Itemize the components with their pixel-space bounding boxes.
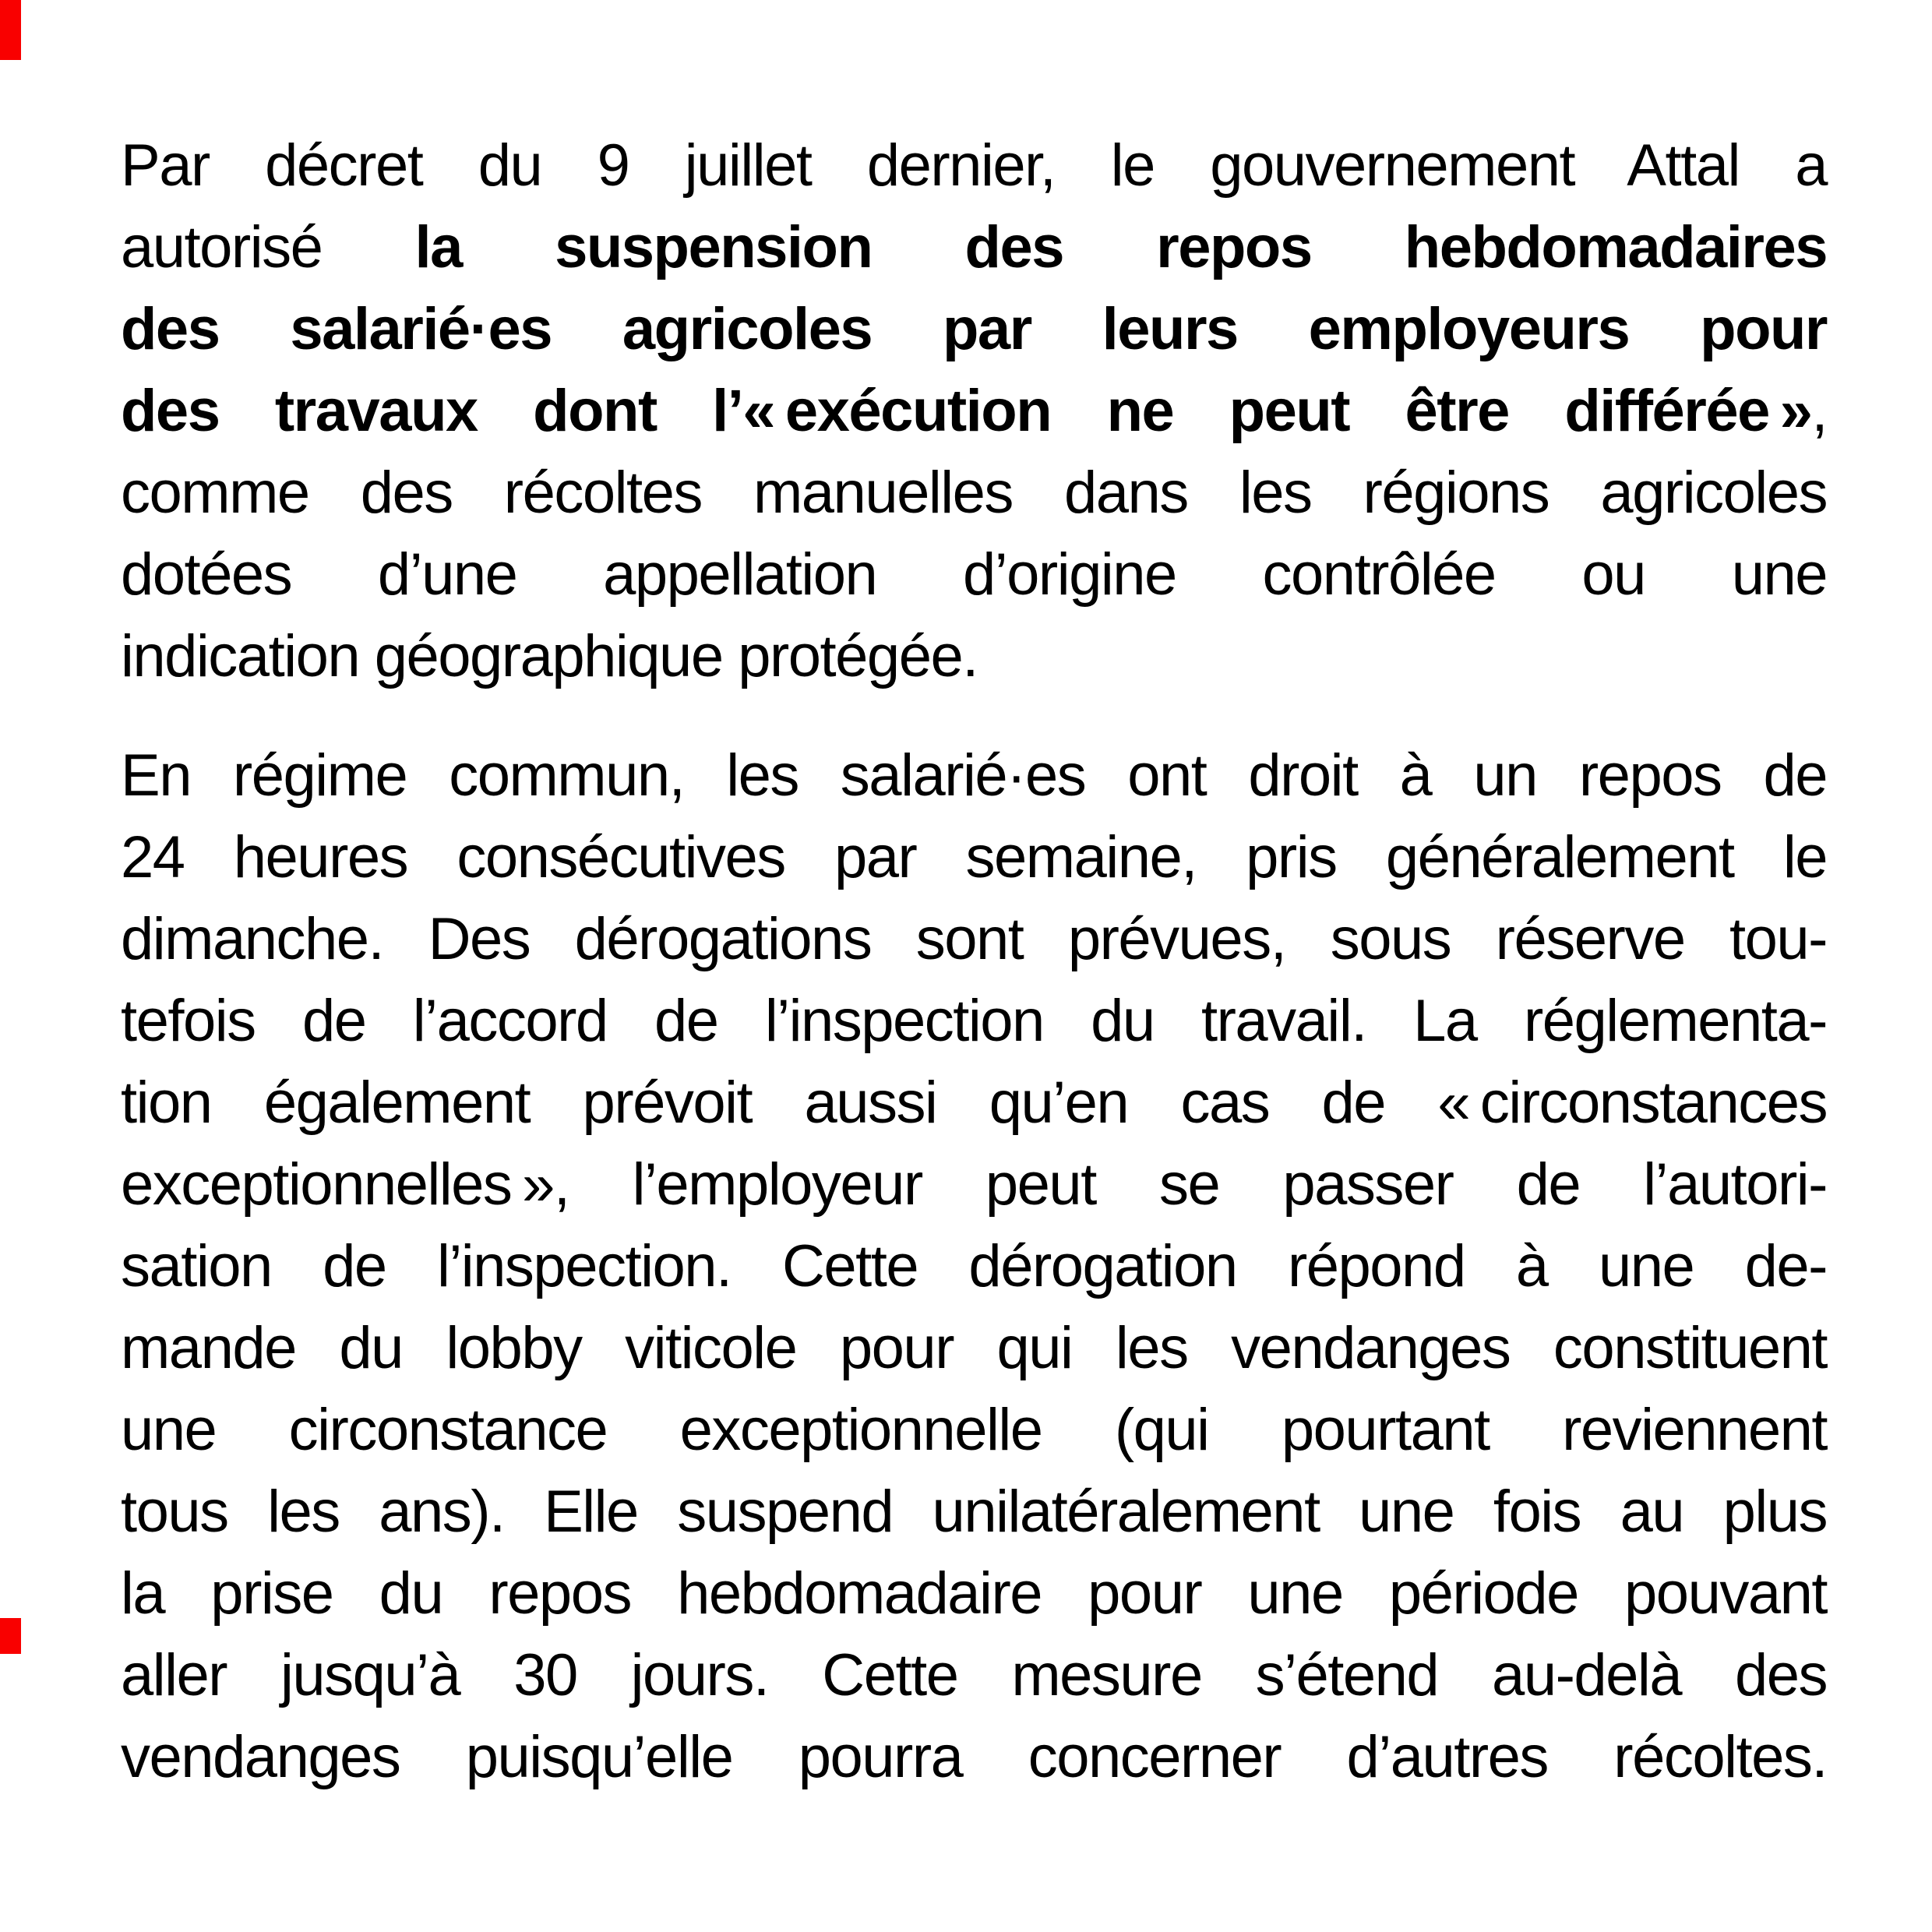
text-line xyxy=(121,1225,1827,1307)
text-line xyxy=(121,206,1827,288)
text-segment: exceptionnelles », l’employeur peut se passer de l’autori- xyxy=(121,1151,1827,1218)
text-segment: dimanche. Des dérogations sont prévues, sous réserve tou- xyxy=(121,906,1827,972)
text-line xyxy=(121,1716,1827,1798)
text-line xyxy=(121,1389,1827,1471)
text-segment: 24 heures consécutives par semaine, pris généralement le xyxy=(121,824,1827,890)
text-line xyxy=(121,370,1827,452)
text-line xyxy=(121,1307,1827,1389)
text-segment: tous les ans). Elle suspend unilatéralement une fois au plus xyxy=(121,1479,1827,1545)
bold-text-segment: des salarié·es agricoles par leurs employeurs pour xyxy=(121,296,1827,362)
bold-text-segment: la suspension des repos hebdomadaires xyxy=(414,214,1828,280)
text-line xyxy=(121,1144,1827,1225)
text-segment: autorisé xyxy=(121,214,415,280)
red-marker-left-edge xyxy=(0,1618,21,1654)
text-segment: tion également prévoit aussi qu’en cas de « circonstances xyxy=(121,1070,1827,1136)
text-line xyxy=(121,125,1827,206)
text-segment: vendanges puisqu’elle pourra concerner d’autres récoltes. xyxy=(121,1724,1827,1790)
text-line xyxy=(121,898,1827,980)
text-line xyxy=(121,534,1827,615)
text-segment: , xyxy=(1811,378,1827,444)
text-segment: mande du lobby viticole pour qui les vendanges constituent xyxy=(121,1315,1827,1381)
paragraph xyxy=(121,735,1827,1798)
text-line xyxy=(121,288,1827,370)
bold-text-segment: des travaux dont l’« exécution ne peut être différée » xyxy=(121,378,1812,444)
text-line xyxy=(121,1062,1827,1144)
paragraph xyxy=(121,125,1827,697)
text-segment: tefois de l’accord de l’inspection du travail. La réglementa- xyxy=(121,988,1827,1054)
text-line xyxy=(121,452,1827,534)
text-segment: comme des récoltes manuelles dans les régions agricoles xyxy=(121,460,1827,526)
text-line xyxy=(121,1553,1827,1634)
text-segment: En régime commun, les salarié·es ont droit à un repos de xyxy=(121,742,1827,809)
red-marker-top-left xyxy=(0,0,21,60)
text-line xyxy=(121,615,1827,697)
text-segment: sation de l’inspection. Cette dérogation répond à une de- xyxy=(121,1233,1827,1299)
text-line xyxy=(121,816,1827,898)
text-line xyxy=(121,1471,1827,1553)
text-segment: une circonstance exceptionnelle (qui pourtant reviennent xyxy=(121,1397,1827,1463)
text-segment: dotées d’une appellation d’origine contrôlée ou une xyxy=(121,541,1827,608)
text-segment: Par décret du 9 juillet dernier, le gouvernement Attal a xyxy=(121,132,1827,199)
text-line xyxy=(121,735,1827,816)
text-segment: aller jusqu’à 30 jours. Cette mesure s’étend au-delà des xyxy=(121,1642,1827,1708)
text-segment: la prise du repos hebdomadaire pour une période pouvant xyxy=(121,1560,1827,1627)
text-line xyxy=(121,1634,1827,1716)
text-line xyxy=(121,980,1827,1062)
text-segment: indication géographique protégée. xyxy=(121,623,978,689)
article-text xyxy=(121,125,1827,1798)
